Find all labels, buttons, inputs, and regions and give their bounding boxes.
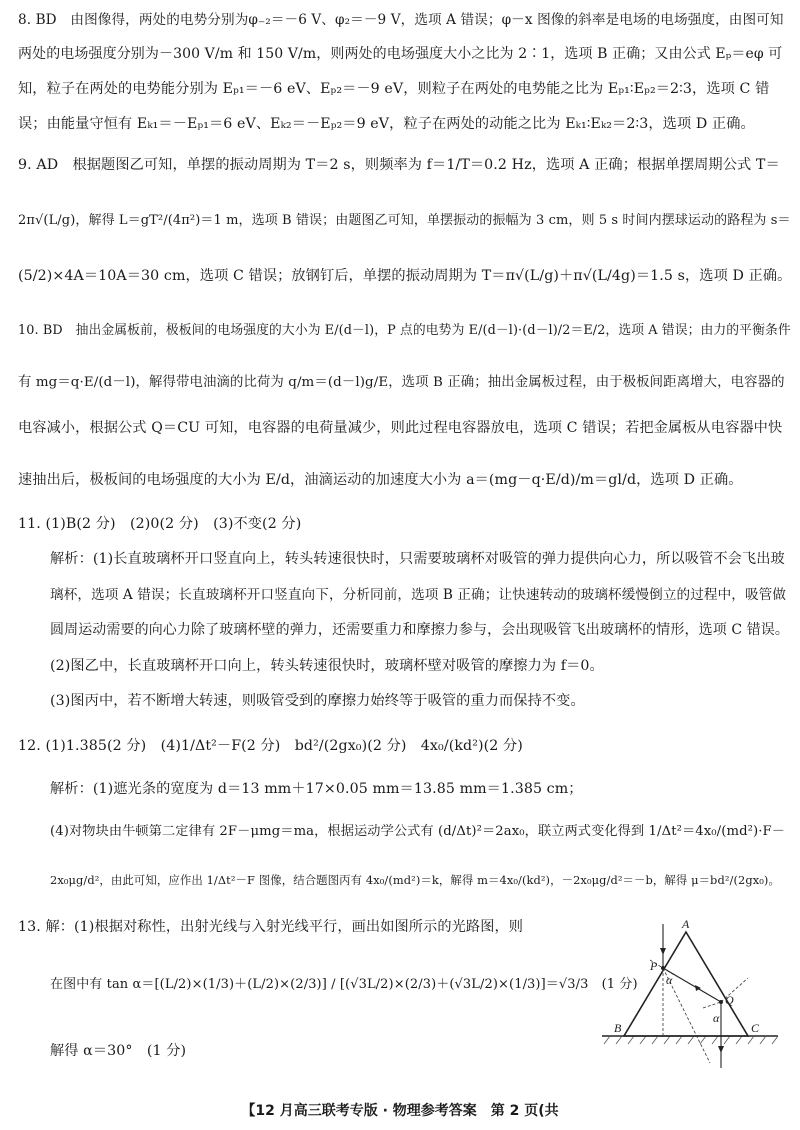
- label-b: B: [614, 1021, 622, 1035]
- section8-line-2: 两处的电场强度分别为－300 V/m 和 150 V/m，则两处的电场强度大小之比为 2∶1，选项 B 正确；又由公式 Eₚ＝eφ 可: [18, 46, 783, 62]
- section12-line-1: 12. (1)1.385(2 分) (4)1/Δt²－F(2 分) bd²/(2gx₀)(2 分) 4x₀/(kd²)(2 分): [18, 738, 523, 754]
- section10-line-3: 电容减小，根据公式 Q＝CU 可知，电容器的电荷量减少，则此过程电容器放电，选项 C 错误；若把金属板从电容器中快: [18, 420, 783, 436]
- section8-line-4: 误；由能量守恒有 Eₖ₁＝－Eₚ₁＝6 eV、Eₖ₂＝－Eₚ₂＝9 eV，粒子在两处的动能之比为 Eₖ₁∶Eₖ₂＝2∶3，选项 D 正确。: [18, 116, 755, 132]
- section12-line-4: 2x₀μg/d²，由此可知，应作出 1/Δt²－F 图像，结合题图丙有 4x₀/(md²)＝k，解得 m＝4x₀/(kd²)，－2x₀μg/d²＝－b，解得 μ＝bd²/(2gx₀)。: [50, 873, 780, 887]
- section10-line-4: 速抽出后，极板间的电场强度的大小为 E/d，油滴运动的加速度大小为 a＝(mg－q·E/d)/m＝gl/d，选项 D 正确。: [18, 472, 743, 488]
- label-alpha-p: α: [666, 973, 673, 987]
- section11-line-6: (3)图丙中，若不断增大转速，则吸管受到的摩擦力始终等于吸管的重力而保持不变。: [50, 693, 585, 709]
- section10-line-2: 有 mg＝q·E/(d－l)，解得带电油滴的比荷为 q/m＝(d－l)g/E，选项 B 正确；抽出金属板过程，由于极板间距离增大，电容器的: [18, 375, 785, 390]
- ground-hatching: [604, 1036, 778, 1044]
- section9-line-2: 2π√(L/g)，解得 L＝gT²/(4π²)＝1 m，选项 B 错误；由题图乙可知，单摆振动的振幅为 3 cm，则 5 s 时间内摆球运动的路程为 s＝: [18, 213, 791, 228]
- section9-line-1: 9. AD 根据题图乙可知，单摆的振动周期为 T＝2 s，则频率为 f＝1/T＝0.2 Hz，选项 A 正确；根据单摆周期公式 T＝: [18, 157, 780, 173]
- page-footer: 【12 月高三联考专版 · 物理参考答案 第 2 页(共: [241, 1103, 559, 1119]
- label-alpha-q: α: [713, 1011, 720, 1025]
- label-a: A: [682, 918, 690, 931]
- emergent-arrow-icon: [718, 1046, 724, 1053]
- dashed-ray-q: [703, 1002, 721, 1008]
- section13-line-1: 13. 解：(1)根据对称性，出射光线与入射光线平行，画出如图所示的光路图，则: [18, 919, 524, 935]
- prism-triangle: [624, 932, 748, 1036]
- section13-line-3: 解得 α＝30° (1 分): [50, 1043, 187, 1059]
- label-q: Q: [725, 993, 734, 1007]
- label-p: P: [650, 959, 658, 973]
- section13-line-2: 在图中有 tan α＝[(L/2)×(1/3)＋(L/2)×(2/3)] / [(√3L/2)×(2/3)＋(√3L/2)×(1/3)]＝√3/3 (1 分): [50, 977, 638, 992]
- section11-line-4: 圆周运动需要的向心力除了玻璃杯壁的弹力，还需要重力和摩擦力参与，会出现吸管飞出玻璃杯的情形，选项 C 错误。: [50, 622, 790, 638]
- point-q: [719, 1000, 723, 1004]
- section12-line-2: 解析：(1)遮光条的宽度为 d＝13 mm＋17×0.05 mm＝13.85 mm＝1.385 cm；: [50, 781, 583, 797]
- section12-line-3: (4)对物块由牛顿第二定律有 2F－μmg＝ma，根据运动学公式有 (d/Δt)²＝2ax₀，联立两式变化得到 1/Δt²＝4x₀/(md²)·F－: [50, 824, 786, 839]
- section11-line-5: (2)图乙中，长直玻璃杯开口向上，转头转速很快时，玻璃杯壁对吸管的摩擦力为 f＝0。: [50, 658, 604, 674]
- section8-line-1: 8. BD 由图像得，两处的电势分别为φ₋₂＝－6 V、φ₂＝－9 V，选项 A 错误；φ－x 图像的斜率是电场的电场强度，由图可知: [18, 12, 784, 28]
- incident-arrow-icon: [660, 948, 666, 955]
- section9-line-3: (5/2)×4A＝10A＝30 cm，选项 C 错误；放钢钉后，单摆的振动周期为 T＝π√(L/g)＋π√(L/4g)＝1.5 s，选项 D 正确。: [18, 268, 792, 284]
- section8-line-3: 知，粒子在两处的电势能分别为 Eₚ₁＝－6 eV、Eₚ₂＝－9 eV，则粒子在两处的电势能之比为 Eₚ₁∶Eₚ₂＝2∶3，选项 C 错: [18, 81, 770, 97]
- section10-line-1: 10. BD 抽出金属板前，极板间的电场强度的大小为 E/(d－l)，P 点的电势为 E/(d－l)·(d－l)/2＝E/2，选项 A 错误；由力的平衡条件: [18, 323, 791, 338]
- label-c: C: [751, 1021, 760, 1035]
- point-p: [661, 966, 665, 970]
- section11-line-3: 璃杯，选项 A 错误；长直玻璃杯开口竖直向下，分析同前，选项 B 正确；让快速转动的玻璃杯缓慢倒立的过程中，吸管做: [50, 587, 787, 603]
- section11-line-1: 11. (1)B(2 分) (2)0(2 分) (3)不变(2 分): [18, 516, 302, 532]
- prism-light-path-diagram: [600, 918, 780, 1073]
- section11-line-2: 解析：(1)长直玻璃杯开口竖直向上，转头转速很快时，只需要玻璃杯对吸管的弹力提供向心力，所以吸管不会飞出玻: [50, 551, 785, 567]
